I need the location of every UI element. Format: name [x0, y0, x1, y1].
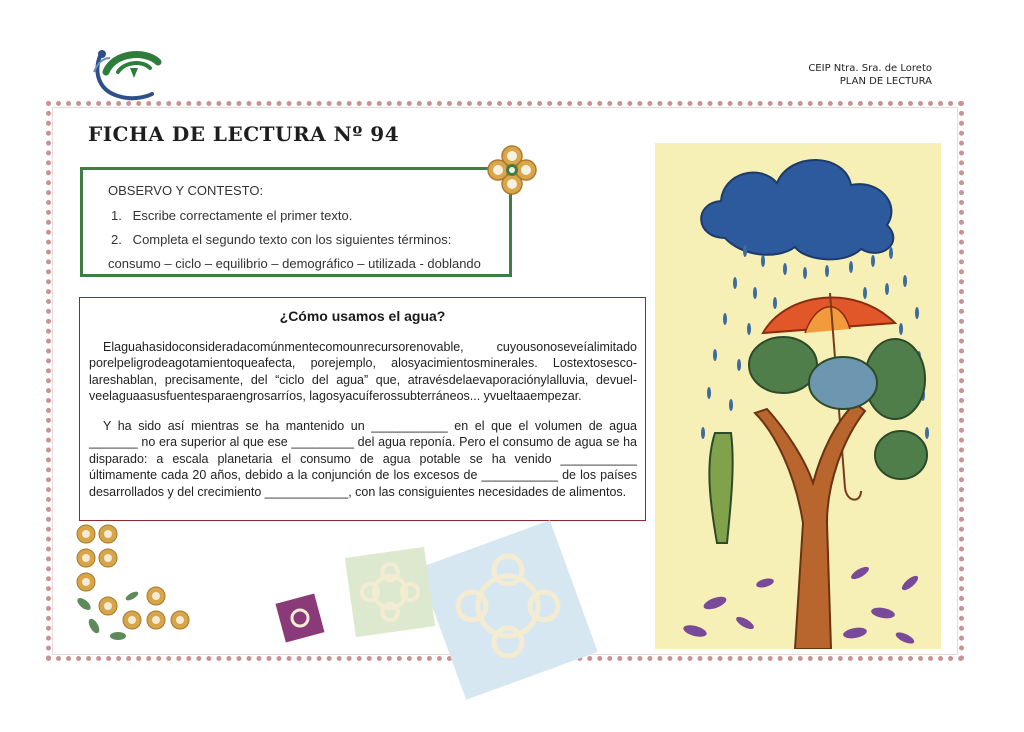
school-line1: CEIP Ntra. Sra. de Loreto [808, 63, 932, 74]
instruction-terms: consumo – ciclo – equilibrio – demográfico – utilizada - doblando [108, 256, 481, 271]
reading-box [79, 297, 646, 521]
school-line2: PLAN DE LECTURA [839, 76, 932, 87]
reading-paragraph-2: Y ha sido así mientras se ha mantenido un ___________ en el que el volumen de agua _______ no era superior al que ese _________ del agua reponía. Pero el consumo de agua se ha disparado: a escala planetaria el consumo de agua potable se ha venido ___________ últimamente cada 20 años, debido a la conjunción de los excesos de ___________ de los países desarrollados y del crecimiento ____________, con las consiguientes necesidades de alimentos. [89, 419, 637, 499]
reading-title: ¿Cómo usamos el agua? [279, 308, 446, 324]
rain-tree-illustration [655, 143, 941, 649]
instruction-heading: OBSERVO Y CONTESTO: [108, 183, 264, 198]
decorative-tiles-icon [268, 510, 638, 710]
instruction-box [80, 167, 512, 277]
instruction-item-1: 1. Escribe correctamente el primer texto. [111, 208, 353, 223]
reading-paragraph-1: Elaguahasidoconsideradacomúnmentecomounrecursorenovable, cuyousonoseveíalimitado porelpeligrodeagotamientoqueafecta, porejemplo, alosyacimientosminerales. Lostextosescolareshablan, precisamente, del “ciclo del agua” que, atravésdelaevaporaciónylalluvia, devuelveelaguaasusfuentesparaengrosarríos, lagosyacuíferossubterráneos... yvueltaaempezar. [89, 340, 637, 404]
logo-icon [88, 42, 168, 104]
school-name [808, 62, 932, 88]
corner-flower-decoration-icon [72, 522, 196, 642]
page-title: FICHA DE LECTURA Nº 94 [88, 122, 400, 146]
instruction-item-2: 2. Completa el segundo texto con los siguientes términos: [111, 232, 452, 247]
flower-emblem-icon [486, 144, 538, 196]
